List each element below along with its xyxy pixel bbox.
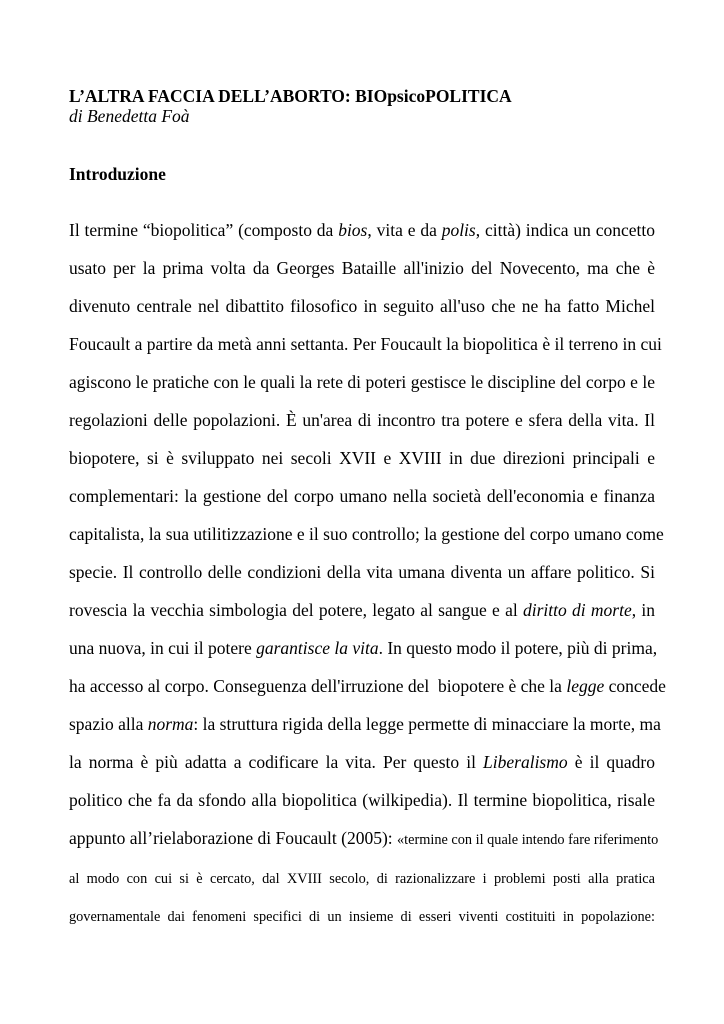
body-line: rovescia la vecchia simbologia del potere, legato al sangue e al diritto di morte, in <box>69 600 655 620</box>
body-line: agiscono le pratiche con le quali la rete di poteri gestisce le discipline del corpo e le <box>69 372 655 392</box>
document-title: L’ALTRA FACCIA DELL’ABORTO: BIOpsicoPOLITICA <box>69 86 512 106</box>
body-line: Foucault a partire da metà anni settanta. Per Foucault la biopolitica è il terreno in cui <box>69 334 662 354</box>
body-line: usato per la prima volta da Georges Bataille all'inizio del Novecento, ma che è <box>69 258 655 278</box>
body-line: divenuto centrale nel dibattito filosofico in seguito all'uso che ne ha fatto Michel <box>69 296 655 316</box>
document-author: di Benedetta Foà <box>69 106 190 126</box>
body-line: una nuova, in cui il potere garantisce la vita. In questo modo il potere, più di prima, <box>69 638 658 658</box>
quote-line: al modo con cui si è cercato, dal XVIII secolo, di razionalizzare i problemi posti alla pratica <box>69 871 655 887</box>
quotation-start: «termine con il quale intendo fare riferimento <box>397 832 659 848</box>
body-line: biopotere, si è sviluppato nei secoli XVII e XVIII in due direzioni principali e <box>69 448 655 468</box>
body-line: spazio alla norma: la struttura rigida della legge permette di minacciare la morte, ma <box>69 714 661 734</box>
body-line: regolazioni delle popolazioni. È un'area di incontro tra potere e sfera della vita. Il <box>69 410 655 430</box>
body-line: la norma è più adatta a codificare la vita. Per questo il Liberalismo è il quadro <box>69 752 655 772</box>
quote-line: governamentale dai fenomeni specifici di un insieme di esseri viventi costituiti in popolazione: <box>69 909 655 925</box>
body-line: politico che fa da sfondo alla biopolitica (wilkipedia). Il termine biopolitica, risale <box>69 790 655 810</box>
body-line: capitalista, la sua utilitizzazione e il suo controllo; la gestione del corpo umano come <box>69 524 664 544</box>
body-line: ha accesso al corpo. Conseguenza dell'irruzione del biopotere è che la legge concede <box>69 676 666 696</box>
body-line: specie. Il controllo delle condizioni della vita umana diventa un affare politico. Si <box>69 562 655 582</box>
section-heading: Introduzione <box>69 164 166 184</box>
body-line: appunto all’rielaborazione di Foucault (2005): «termine con il quale intendo fare riferimento <box>69 828 659 848</box>
body-line: complementari: la gestione del corpo umano nella società dell'economia e finanza <box>69 486 655 506</box>
body-line: Il termine “biopolitica” (composto da bios, vita e da polis, città) indica un concetto <box>69 220 656 240</box>
